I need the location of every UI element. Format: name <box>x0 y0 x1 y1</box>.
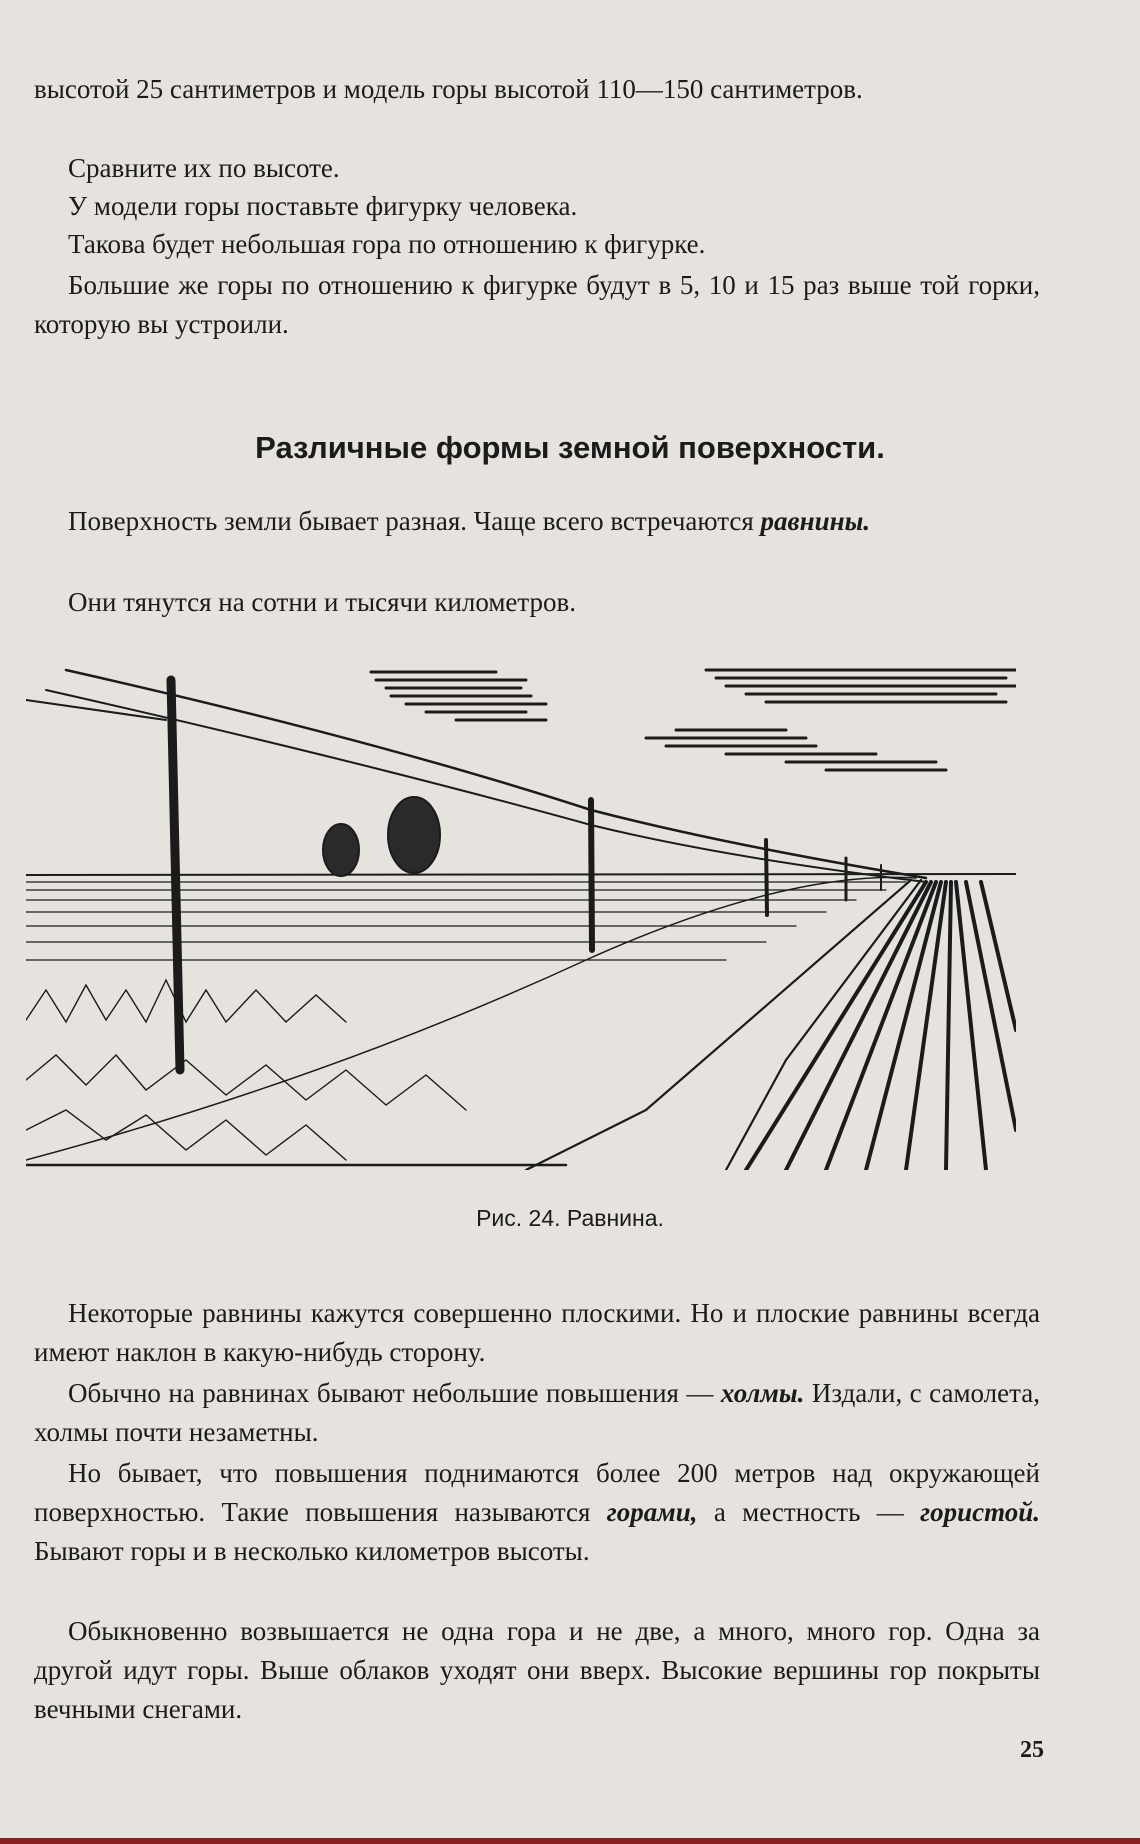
page-number: 25 <box>1020 1737 1044 1763</box>
tree-right-icon <box>388 797 440 873</box>
pole-1 <box>171 680 180 1070</box>
intro-paragraph-4: Такова будет небольшая гора по отношению к фигурке. <box>68 229 706 259</box>
cloud-right-icon <box>646 670 1016 770</box>
power-line-icon <box>26 670 926 1070</box>
road-icon <box>26 877 921 1170</box>
section-paragraph-1-text: Поверхность земли бывает разная. Чаще всего встречаются <box>68 506 761 536</box>
figure-caption: Рис. 24. Равнина. <box>476 1205 664 1231</box>
body-paragraph-2 <box>34 1374 1040 1452</box>
body-paragraph-2-rest: Издали, с самолета, холмы почти незаметны. <box>34 1378 1040 1447</box>
body-paragraph-3-text-a: Но бывает, что повышения поднимаются более 200 метров над окружающей поверхностью. Такие повышения называются <box>34 1458 1040 1527</box>
section-paragraph-2: Они тянутся на сотни и тысячи километров. <box>68 587 577 617</box>
plowed-field-icon <box>746 882 1016 1170</box>
section-heading: Различные формы земной поверхности. <box>255 430 885 465</box>
intro-paragraph-5: Большие же горы по отношению к фигурке будут в 5, 10 и 15 раз выше той горки, которую вы устроили. <box>34 270 1040 339</box>
intro-paragraph-2: Сравните их по высоте. <box>68 153 340 183</box>
body-paragraph-4: Обыкновенно возвышается не одна гора и не две, а много, много гор. Одна за другой идут горы. Выше облаков уходят они вверх. Высокие вершины гор покрыты вечными снегами. <box>34 1616 1040 1724</box>
pole-2 <box>591 800 592 950</box>
tree-left-icon <box>323 824 359 876</box>
body-paragraph-1: Некоторые равнины кажутся совершенно плоскими. Но и плоские равнины всегда имеют наклон в какую-нибудь сторону. <box>34 1298 1040 1367</box>
term-plains: равнины. <box>760 506 871 536</box>
body-paragraph-3 <box>34 1454 1040 1571</box>
section-paragraph-1 <box>34 502 1040 541</box>
plain-illustration <box>26 660 1016 1170</box>
body-paragraph-3-text-c: Бывают горы и в несколько километров высоты. <box>34 1536 590 1566</box>
term-mountains: горами, <box>606 1497 698 1527</box>
bottom-edge <box>0 1838 1140 1844</box>
pole-3 <box>766 840 767 915</box>
body-paragraph-2-text: Обычно на равнинах бывают небольшие повышения — <box>68 1378 721 1408</box>
cloud-left-icon <box>371 672 546 720</box>
term-mountainous: гористой. <box>920 1497 1040 1527</box>
intro-paragraph-3: У модели горы поставьте фигурку человека. <box>68 191 578 221</box>
intro-paragraph-1: высотой 25 сантиметров и модель горы высотой 110—150 сантиметров. <box>34 74 863 104</box>
body-paragraph-3-text-b: а местность — <box>697 1497 921 1527</box>
term-hills: холмы. <box>720 1378 805 1408</box>
